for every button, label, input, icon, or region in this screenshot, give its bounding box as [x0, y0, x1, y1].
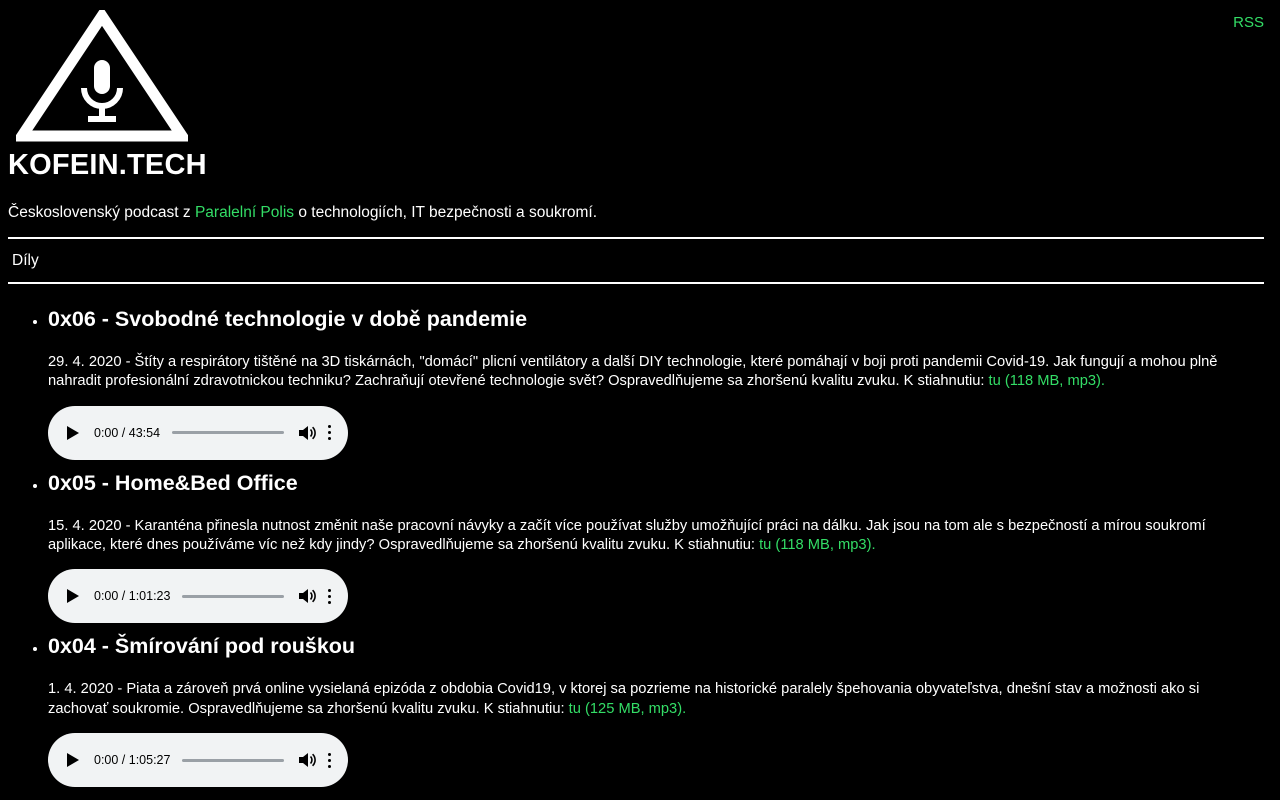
- episode-description-text: 29. 4. 2020 - Štíty a respirátory tištěné na 3D tiskárnách, "domácí" plicní ventilátory a další DIY technologie, které pomáhají v boji proti pandemii Covid-19. Jak fungují a mohou plně nahradit profesionální zdravotnickou techniku? Zachraňují otevřené technologie svět? Ospravedlňujeme sa zhoršenú kvalitu zvuku. K stiahnutiu:: [48, 353, 1218, 390]
- episode-description-text: 15. 4. 2020 - Karanténa přinesla nutnost změnit naše pracovní návyky a začít více používat služby umožňující práci na dálku. Jak jsou na tom ale s bezpečností a mírou soukromí aplikace, které dnes používáme víc než kdy jindy? Ospravedlňujeme sa zhoršenú kvalitu zvuku. K stiahnutiu:: [48, 517, 1206, 553]
- player-progress-slider[interactable]: [172, 431, 284, 434]
- episode-download-link[interactable]: tu (125 MB, mp3).: [568, 700, 687, 717]
- episode-list: [8, 306, 1264, 787]
- tagline-text-pre: Československý podcast z: [8, 203, 195, 221]
- site-logo: [8, 8, 1264, 142]
- site-tagline: [8, 204, 1264, 222]
- nav-item-dily[interactable]: Díly: [12, 251, 39, 269]
- volume-icon[interactable]: [296, 585, 318, 607]
- player-more-options-icon[interactable]: [320, 422, 338, 444]
- episode-description: [48, 517, 1256, 556]
- episode-title: • 0x06 - Svobodné technologie v době pandemie: [48, 306, 528, 331]
- episode-description: [48, 353, 1256, 392]
- episode-title: • 0x05 - Home&Bed Office: [48, 470, 298, 495]
- player-time-display: 0:00 / 1:05:27: [94, 753, 171, 768]
- audio-player[interactable]: [48, 569, 348, 623]
- page-title: KOFEIN.TECH: [8, 149, 207, 181]
- episode-download-link[interactable]: tu (118 MB, mp3).: [759, 536, 876, 553]
- tagline-text-post: o technologiích, IT bezpečnosti a soukromí.: [294, 203, 598, 221]
- volume-icon[interactable]: [296, 422, 318, 444]
- audio-player[interactable]: [48, 733, 348, 787]
- audio-player[interactable]: [48, 406, 348, 460]
- episode-download-link[interactable]: tu (118 MB, mp3).: [988, 373, 1105, 390]
- play-icon[interactable]: [62, 422, 84, 444]
- player-more-options-icon[interactable]: [320, 749, 338, 771]
- list-item: [48, 306, 1264, 460]
- player-more-options-icon[interactable]: [320, 585, 338, 607]
- rss-link-wrapper: [1233, 14, 1264, 31]
- player-progress-slider[interactable]: [182, 759, 284, 762]
- player-time-display: 0:00 / 1:01:23: [94, 589, 171, 604]
- main-nav: [8, 239, 1264, 282]
- list-item: [48, 633, 1264, 787]
- rss-link[interactable]: RSS: [1233, 14, 1264, 31]
- player-time-display: 0:00 / 43:54: [94, 425, 161, 440]
- episode-title: • 0x04 - Šmírování pod rouškou: [48, 634, 356, 659]
- paralelni-polis-link[interactable]: Paralelní Polis: [194, 203, 295, 221]
- play-icon[interactable]: [62, 749, 84, 771]
- list-item: [48, 470, 1264, 624]
- microphone-in-triangle-logo-icon: [16, 10, 188, 142]
- player-progress-slider[interactable]: [182, 595, 284, 598]
- play-icon[interactable]: [62, 585, 84, 607]
- episode-description: [48, 680, 1256, 719]
- volume-icon[interactable]: [296, 749, 318, 771]
- header-divider-bottom: [8, 282, 1264, 284]
- episode-description-text: 1. 4. 2020 - Piata a zároveň prvá online vysielaná epizóda z obdobia Covid19, v ktorej sa pozrieme na historické paralely špehovania obyvateľstva, dnešní stav a možnosti ako si zachovať soukromie. Ospravedlňujeme sa zhoršenú kvalitu zvuku. K stiahnutiu:: [48, 681, 1200, 717]
